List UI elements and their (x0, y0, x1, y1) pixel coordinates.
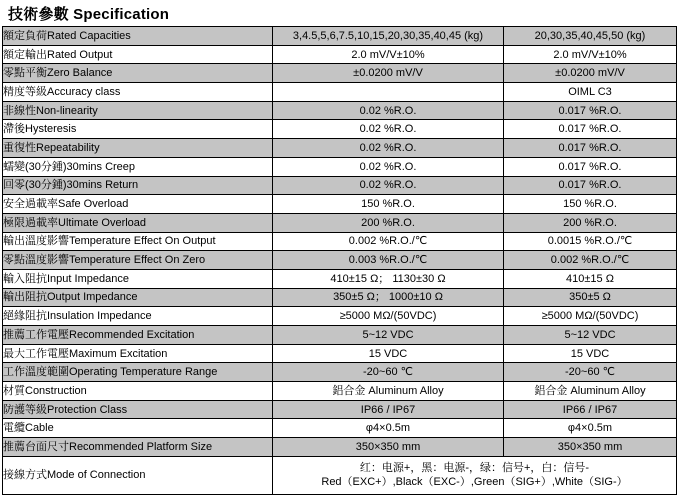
spec-label: 工作溫度範圍Operating Temperature Range (3, 363, 273, 382)
spec-value-merged (273, 456, 677, 494)
spec-value-col2: ±0.0200 mV/V (504, 64, 677, 83)
spec-value-col1: 0.02 %R.O. (273, 139, 504, 158)
spec-label: 額定輸出Rated Output (3, 45, 273, 64)
spec-label: 接線方式Mode of Connection (3, 456, 273, 494)
table-row-accuracy-class (3, 83, 677, 102)
spec-label: 回零(30分鍾)30mins Return (3, 176, 273, 195)
connection-wiring-line-en: Red（EXC+）,Black（EXC-）,Green（SIG+）,White（SIG-） (321, 476, 628, 489)
spec-value-col1: 15 VDC (273, 344, 504, 363)
spec-value-col1: 鋁合金 Aluminum Alloy (273, 382, 504, 401)
spec-label: 最大工作電壓Maximum Excitation (3, 344, 273, 363)
table-row-rated-capacities (3, 27, 677, 46)
spec-label: 防護等級Protection Class (3, 400, 273, 419)
spec-label: 極限過載率Ultimate Overload (3, 213, 273, 232)
spec-value-col1: -20~60 ℃ (273, 363, 504, 382)
spec-label: 非線性Non-linearity (3, 101, 273, 120)
spec-label: 材質Construction (3, 382, 273, 401)
spec-value-col2: 150 %R.O. (504, 195, 677, 214)
table-row-insulation-impedance (3, 307, 677, 326)
table-row-temp-effect-zero (3, 251, 677, 270)
spec-label: 蠕變(30分鍾)30mins Creep (3, 157, 273, 176)
spec-value-col1: 410±15 Ω； 1130±30 Ω (273, 269, 504, 288)
table-row-repeatability (3, 139, 677, 158)
table-row-construction (3, 382, 677, 401)
spec-value-col2: 350±5 Ω (504, 288, 677, 307)
table-row-platform-size (3, 438, 677, 457)
spec-value-col1: 0.002 %R.O./℃ (273, 232, 504, 251)
spec-value-col2: 0.017 %R.O. (504, 101, 677, 120)
table-row-cable (3, 419, 677, 438)
spec-value-col1: 5~12 VDC (273, 326, 504, 345)
spec-value-col2: IP66 / IP67 (504, 400, 677, 419)
spec-label: 絕緣阻抗Insulation Impedance (3, 307, 273, 326)
spec-value-col2: 0.017 %R.O. (504, 176, 677, 195)
table-row-recommended-excitation (3, 326, 677, 345)
spec-label: 精度等級Accuracy class (3, 83, 273, 102)
table-row-non-linearity (3, 101, 677, 120)
spec-value-col2: 0.017 %R.O. (504, 139, 677, 158)
spec-value-col1: ≥5000 MΩ/(50VDC) (273, 307, 504, 326)
spec-value-col2: φ4×0.5m (504, 419, 677, 438)
spec-label: 輸出阻抗Output Impedance (3, 288, 273, 307)
table-row-input-impedance (3, 269, 677, 288)
spec-value-col1: φ4×0.5m (273, 419, 504, 438)
spec-label: 電纜Cable (3, 419, 273, 438)
spec-value-col1: 200 %R.O. (273, 213, 504, 232)
spec-label: 重復性Repeatability (3, 139, 273, 158)
table-row-output-impedance (3, 288, 677, 307)
spec-value-col2: 2.0 mV/V±10% (504, 45, 677, 64)
table-row-ultimate-overload (3, 213, 677, 232)
table-row-rated-output (3, 45, 677, 64)
table-row-zero-balance (3, 64, 677, 83)
spec-value-col2: 0.017 %R.O. (504, 157, 677, 176)
table-row-safe-overload (3, 195, 677, 214)
spec-value-col2: 20,30,35,40,45,50 (kg) (504, 27, 677, 46)
spec-value-col2: 0.002 %R.O./℃ (504, 251, 677, 270)
spec-value-col1: 350×350 mm (273, 438, 504, 457)
table-row-operating-temperature (3, 363, 677, 382)
connection-wiring-line-zh: 红：电源+，黑：电源-，绿：信号+，白：信号- (359, 462, 590, 475)
spec-label: 輸入阻抗Input Impedance (3, 269, 273, 288)
spec-value-col2: 0.0015 %R.O./℃ (504, 232, 677, 251)
spec-value-col1: IP66 / IP67 (273, 400, 504, 419)
table-row-mode-of-connection (3, 456, 677, 494)
spec-value-col1: 150 %R.O. (273, 195, 504, 214)
table-row-temp-effect-output (3, 232, 677, 251)
spec-value-col1: 2.0 mV/V±10% (273, 45, 504, 64)
page-title: 技術參數 Specification (8, 6, 170, 23)
spec-label: 額定負荷Rated Capacities (3, 27, 273, 46)
spec-value-col1: ±0.0200 mV/V (273, 64, 504, 83)
spec-value-col2: -20~60 ℃ (504, 363, 677, 382)
spec-value-col2: 鋁合金 Aluminum Alloy (504, 382, 677, 401)
spec-label: 滯後Hysteresis (3, 120, 273, 139)
table-row-maximum-excitation (3, 344, 677, 363)
specification-table-body (3, 27, 677, 495)
spec-value-col2: 410±15 Ω (504, 269, 677, 288)
spec-value-col1: 350±5 Ω； 1000±10 Ω (273, 288, 504, 307)
table-row-creep (3, 157, 677, 176)
spec-value-col1: 0.003 %R.O./℃ (273, 251, 504, 270)
spec-value-col2: 15 VDC (504, 344, 677, 363)
spec-value-col2: ≥5000 MΩ/(50VDC) (504, 307, 677, 326)
spec-label: 推薦工作電壓Recommended Excitation (3, 326, 273, 345)
table-row-protection-class (3, 400, 677, 419)
spec-value-col1: 0.02 %R.O. (273, 120, 504, 139)
spec-value-col2: 0.017 %R.O. (504, 120, 677, 139)
table-row-return (3, 176, 677, 195)
spec-label: 零點溫度影響Temperature Effect On Zero (3, 251, 273, 270)
spec-label: 安全過載率Safe Overload (3, 195, 273, 214)
spec-value-col2: 5~12 VDC (504, 326, 677, 345)
spec-value-col1: 3,4.5,5,6,7.5,10,15,20,30,35,40,45 (kg) (273, 27, 504, 46)
spec-value-col2: 350×350 mm (504, 438, 677, 457)
spec-label: 推薦台面尺寸Recommended Platform Size (3, 438, 273, 457)
spec-value-col2: OIML C3 (504, 83, 677, 102)
specification-table (2, 26, 677, 495)
spec-value-col1: 0.02 %R.O. (273, 176, 504, 195)
spec-value-col1 (273, 83, 504, 102)
spec-value-col2: 200 %R.O. (504, 213, 677, 232)
spec-value-col1: 0.02 %R.O. (273, 157, 504, 176)
spec-value-col1: 0.02 %R.O. (273, 101, 504, 120)
spec-label: 零點平衡Zero Balance (3, 64, 273, 83)
spec-label: 輸出溫度影響Temperature Effect On Output (3, 232, 273, 251)
table-row-hysteresis (3, 120, 677, 139)
